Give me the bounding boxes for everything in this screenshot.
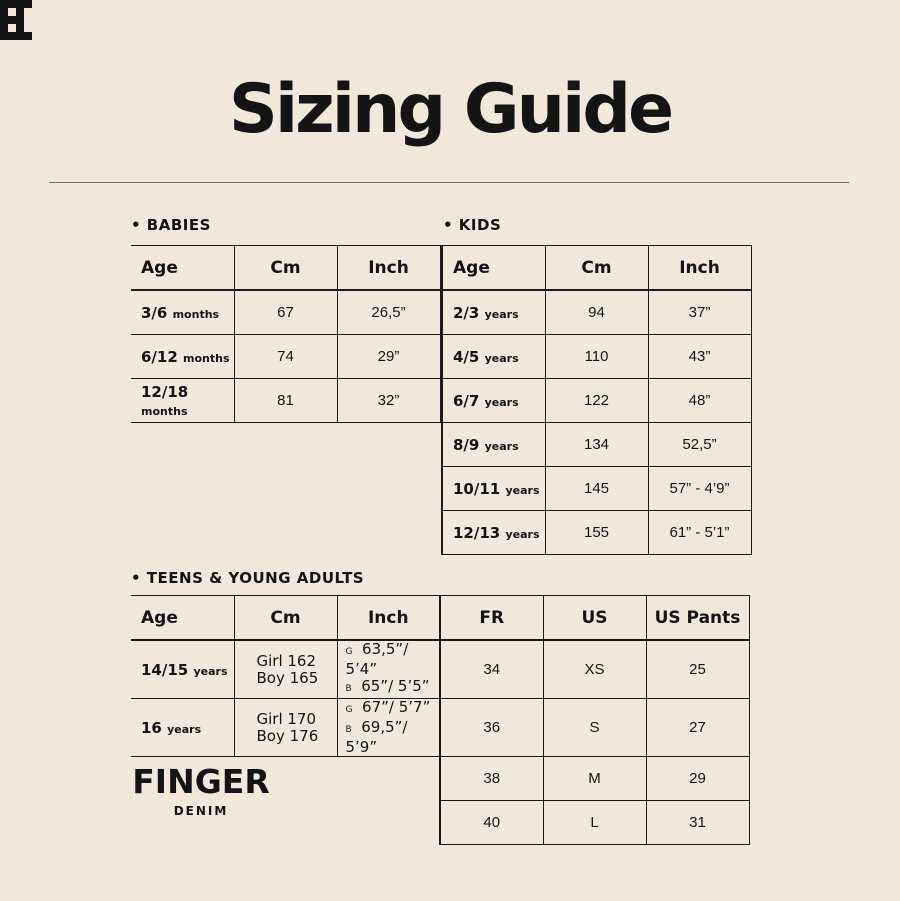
column-header-inch: Inch xyxy=(337,246,440,291)
age-cell xyxy=(442,335,545,379)
age-value: 10/11 xyxy=(453,479,501,498)
age-cell xyxy=(442,423,545,467)
girl-tag: G xyxy=(345,705,353,715)
age-cell xyxy=(131,290,234,335)
age-unit: years xyxy=(505,527,540,541)
column-header-cm: Cm xyxy=(234,246,337,291)
age-value: 8/9 xyxy=(453,435,480,454)
cm-cell: 134 xyxy=(545,423,648,467)
cm-boy-value: Boy 165 xyxy=(256,668,319,687)
girl-tag: G xyxy=(345,647,353,657)
inch-cell: 61” - 5’1” xyxy=(648,511,751,555)
age-unit: years xyxy=(167,722,202,736)
age-value: 6/12 xyxy=(141,347,178,366)
age-unit: years xyxy=(484,307,519,321)
age-cell xyxy=(442,379,545,423)
age-value: 4/5 xyxy=(453,347,480,366)
table-row xyxy=(442,379,751,423)
inch-cell: 57” - 4’9” xyxy=(648,467,751,511)
us-pants-cell: 27 xyxy=(646,699,749,757)
age-value: 12/18 xyxy=(141,382,189,401)
age-unit: years xyxy=(193,664,228,678)
table-header-row xyxy=(131,246,440,291)
age-cell xyxy=(131,379,234,423)
age-value: 14/15 xyxy=(141,660,189,679)
age-unit: years xyxy=(484,395,519,409)
age-value: 2/3 xyxy=(453,303,480,322)
age-cell xyxy=(442,467,545,511)
boy-tag: B xyxy=(345,725,352,735)
column-header-inch: Inch xyxy=(337,596,440,641)
age-cell xyxy=(442,290,545,335)
age-value: 6/7 xyxy=(453,391,480,410)
table-header-row xyxy=(442,246,751,291)
inch-girl-value: 67”/ 5’7” xyxy=(362,698,431,716)
column-header-cm: Cm xyxy=(234,596,337,641)
cm-girl-value: Girl 170 xyxy=(256,709,317,728)
age-unit: months xyxy=(183,351,230,365)
column-header-age: Age xyxy=(131,596,234,641)
age-value: 3/6 xyxy=(141,303,168,322)
table-row xyxy=(131,335,440,379)
age-cell xyxy=(131,640,234,699)
age-cell xyxy=(131,335,234,379)
age-value: 16 xyxy=(141,718,162,737)
inch-cell: 52,5” xyxy=(648,423,751,467)
us-cell: S xyxy=(543,699,646,757)
inch-cell: 26,5” xyxy=(337,290,440,335)
table-header-row xyxy=(131,596,749,641)
table-row xyxy=(442,423,751,467)
fr-cell: 34 xyxy=(440,640,543,699)
cm-girl-value: Girl 162 xyxy=(256,651,317,670)
inch-cell: 43” xyxy=(648,335,751,379)
us-pants-cell: 29 xyxy=(646,757,749,801)
table-row xyxy=(442,335,751,379)
babies-section-label: • BABIES xyxy=(131,216,211,234)
cm-cell: 81 xyxy=(234,379,337,423)
brand-name: FINGER xyxy=(132,762,270,801)
age-unit: months xyxy=(172,307,220,321)
column-header-inch: Inch xyxy=(648,246,751,291)
cm-cell xyxy=(234,699,337,757)
age-unit: months xyxy=(141,404,188,418)
inch-cell xyxy=(337,640,440,699)
cm-cell: 145 xyxy=(545,467,648,511)
boy-tag: B xyxy=(345,684,352,694)
table-row xyxy=(131,379,440,423)
us-pants-cell: 31 xyxy=(646,801,749,845)
column-header-us: US xyxy=(543,596,646,641)
inch-cell: 32” xyxy=(337,379,440,423)
inch-cell: 29” xyxy=(337,335,440,379)
cm-cell xyxy=(234,640,337,699)
cm-boy-value: Boy 176 xyxy=(256,726,319,745)
us-cell: XS xyxy=(543,640,646,699)
kids-size-table xyxy=(441,245,752,555)
inch-cell xyxy=(337,699,440,757)
fr-cell: 40 xyxy=(440,801,543,845)
inch-girl-value: 63,5”/ 5’4” xyxy=(345,640,409,678)
table-row xyxy=(442,511,751,555)
table-row xyxy=(131,640,749,699)
babies-size-table xyxy=(131,245,441,423)
inch-cell: 37” xyxy=(648,290,751,335)
cm-cell: 94 xyxy=(545,290,648,335)
table-row xyxy=(131,699,749,757)
age-cell xyxy=(442,511,545,555)
corner-pixel-logo-icon xyxy=(0,0,32,44)
column-header-fr: FR xyxy=(440,596,543,641)
brand-subtitle: DENIM xyxy=(173,804,229,818)
fr-cell: 38 xyxy=(440,757,543,801)
column-header-us-pants: US Pants xyxy=(646,596,749,641)
kids-section-label: • KIDS xyxy=(443,216,502,234)
fr-cell: 36 xyxy=(440,699,543,757)
inch-boy-value: 65”/ 5’5” xyxy=(361,677,430,695)
title-divider xyxy=(49,182,849,183)
table-row xyxy=(442,290,751,335)
teens-section-label: • TEENS & YOUNG ADULTS xyxy=(131,569,365,587)
table-row xyxy=(442,467,751,511)
cm-cell: 67 xyxy=(234,290,337,335)
table-row xyxy=(131,290,440,335)
age-cell xyxy=(131,699,234,757)
cm-cell: 122 xyxy=(545,379,648,423)
inch-cell: 48” xyxy=(648,379,751,423)
age-unit: years xyxy=(484,351,519,365)
cm-cell: 155 xyxy=(545,511,648,555)
column-header-age: Age xyxy=(442,246,545,291)
page-title: Sizing Guide xyxy=(228,70,672,149)
cm-cell: 74 xyxy=(234,335,337,379)
inch-boy-value: 69,5”/ 5’9” xyxy=(345,718,408,756)
brand-logo xyxy=(131,764,271,818)
us-cell: M xyxy=(543,757,646,801)
column-header-age: Age xyxy=(131,246,234,291)
cm-cell: 110 xyxy=(545,335,648,379)
us-cell: L xyxy=(543,801,646,845)
us-pants-cell: 25 xyxy=(646,640,749,699)
age-unit: years xyxy=(484,439,519,453)
column-header-cm: Cm xyxy=(545,246,648,291)
age-unit: years xyxy=(505,483,540,497)
age-value: 12/13 xyxy=(453,523,501,542)
